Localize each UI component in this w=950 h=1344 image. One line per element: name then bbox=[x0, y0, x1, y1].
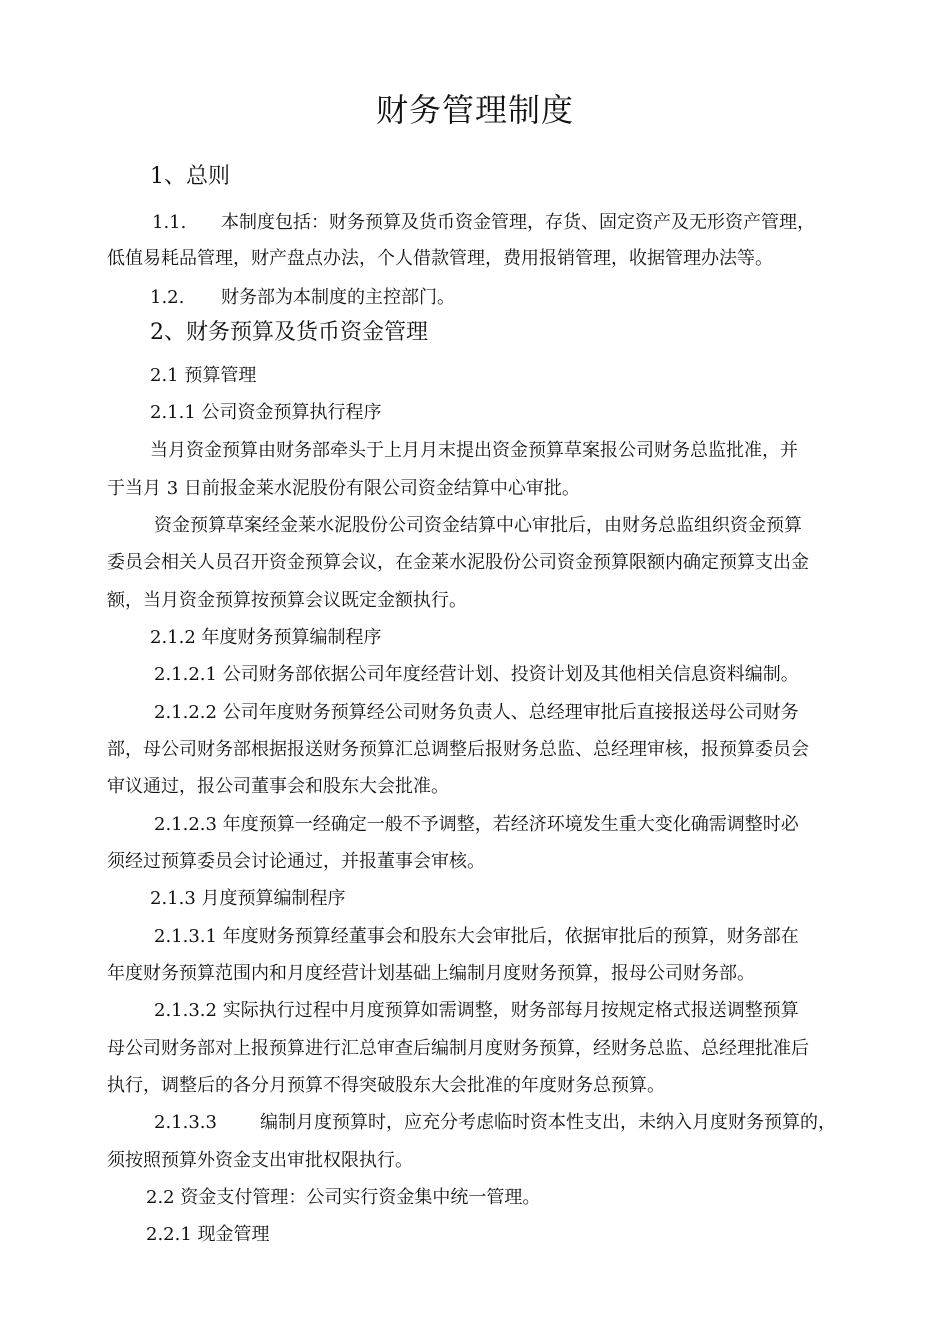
clause-2-1-3-3-line-2: 须按照预算外资金支出审批权限执行。 bbox=[107, 1150, 413, 1171]
clause-2-2-1: 2.2.1 现金管理 bbox=[146, 1224, 270, 1245]
clause-2-1-3-3-number: 2.1.3.3 bbox=[154, 1112, 217, 1133]
clause-2-1: 2.1 预算管理 bbox=[150, 365, 257, 386]
paragraph-2-line-2: 委员会相关人员召开资金预算会议，在金莱水泥股份公司资金预算限额内确定预算支出金 bbox=[107, 552, 809, 573]
clause-2-1-2-3-line-1: 2.1.2.3 年度预算一经确定一般不予调整，若经济环境发生重大变化确需调整时必 bbox=[154, 814, 799, 835]
clause-2-2: 2.2 资金支付管理：公司实行资金集中统一管理。 bbox=[146, 1187, 541, 1208]
clause-2-1-3: 2.1.3 月度预算编制程序 bbox=[150, 888, 346, 909]
clause-2-1-2-1: 2.1.2.1 公司财务部依据公司年度经营计划、投资计划及其他相关信息资料编制。 bbox=[154, 664, 799, 685]
clause-2-1-2-2-line-3: 审议通过，报公司董事会和股东大会批准。 bbox=[107, 776, 449, 797]
clause-2-1-3-2-line-3: 执行，调整后的各分月预算不得突破股东大会批准的年度财务总预算。 bbox=[107, 1075, 665, 1096]
clause-2-1-2: 2.1.2 年度财务预算编制程序 bbox=[150, 627, 382, 648]
document-title: 财务管理制度 bbox=[375, 91, 574, 129]
clause-1-1-number: 1.1. bbox=[152, 212, 187, 233]
section-1-heading: 1、总则 bbox=[150, 164, 230, 189]
paragraph-2-line-1: 资金预算草案经金莱水泥股份公司资金结算中心审批后，由财务总监组织资金预算 bbox=[154, 515, 802, 536]
clause-2-1-1: 2.1.1 公司资金预算执行程序 bbox=[150, 402, 382, 423]
section-2-heading: 2、财务预算及货币资金管理 bbox=[150, 320, 428, 345]
clause-2-1-2-3-line-2: 须经过预算委员会讨论通过，并报董事会审核。 bbox=[107, 851, 485, 872]
clause-2-1-3-1-line-2: 年度财务预算范围内和月度经营计划基础上编制月度财务预算，报母公司财务部。 bbox=[107, 963, 755, 984]
clause-1-2-text: 财务部为本制度的主控部门。 bbox=[221, 287, 455, 308]
clause-2-1-3-1-line-1: 2.1.3.1 年度财务预算经董事会和股东大会审批后，依据审批后的预算，财务部在 bbox=[154, 926, 799, 947]
clause-2-1-3-2-line-2: 母公司财务部对上报预算进行汇总审查后编制月度财务预算，经财务总监、总经理批准后 bbox=[107, 1038, 809, 1059]
clause-2-1-2-2-line-2: 部，母公司财务部根据报送财务预算汇总调整后报财务总监、总经理审核，报预算委员会 bbox=[107, 739, 809, 760]
clause-2-1-3-3-line-1: 编制月度预算时，应充分考虑临时资本性支出，未纳入月度财务预算的， bbox=[260, 1112, 836, 1133]
clause-2-1-2-2-line-1: 2.1.2.2 公司年度财务预算经公司财务负责人、总经理审批后直接报送母公司财务 bbox=[154, 702, 799, 723]
paragraph-1-line-1: 当月资金预算由财务部牵头于上月月末提出资金预算草案报公司财务总监批准，并 bbox=[150, 440, 798, 461]
clause-1-1-line-2: 低值易耗品管理，财产盘点办法，个人借款管理，费用报销管理，收据管理办法等。 bbox=[107, 248, 773, 269]
clause-2-1-3-2-line-1: 2.1.3.2 实际执行过程中月度预算如需调整，财务部每月按规定格式报送调整预算 bbox=[154, 1000, 799, 1021]
clause-1-2-number: 1.2. bbox=[150, 287, 185, 308]
paragraph-2-line-3: 额，当月资金预算按预算会议既定金额执行。 bbox=[107, 590, 467, 611]
clause-1-1-line-1: 本制度包括：财务预算及货币资金管理，存货、固定资产及无形资产管理， bbox=[221, 212, 815, 233]
paragraph-1-line-2: 于当月 3 日前报金莱水泥股份有限公司资金结算中心审批。 bbox=[107, 478, 580, 499]
